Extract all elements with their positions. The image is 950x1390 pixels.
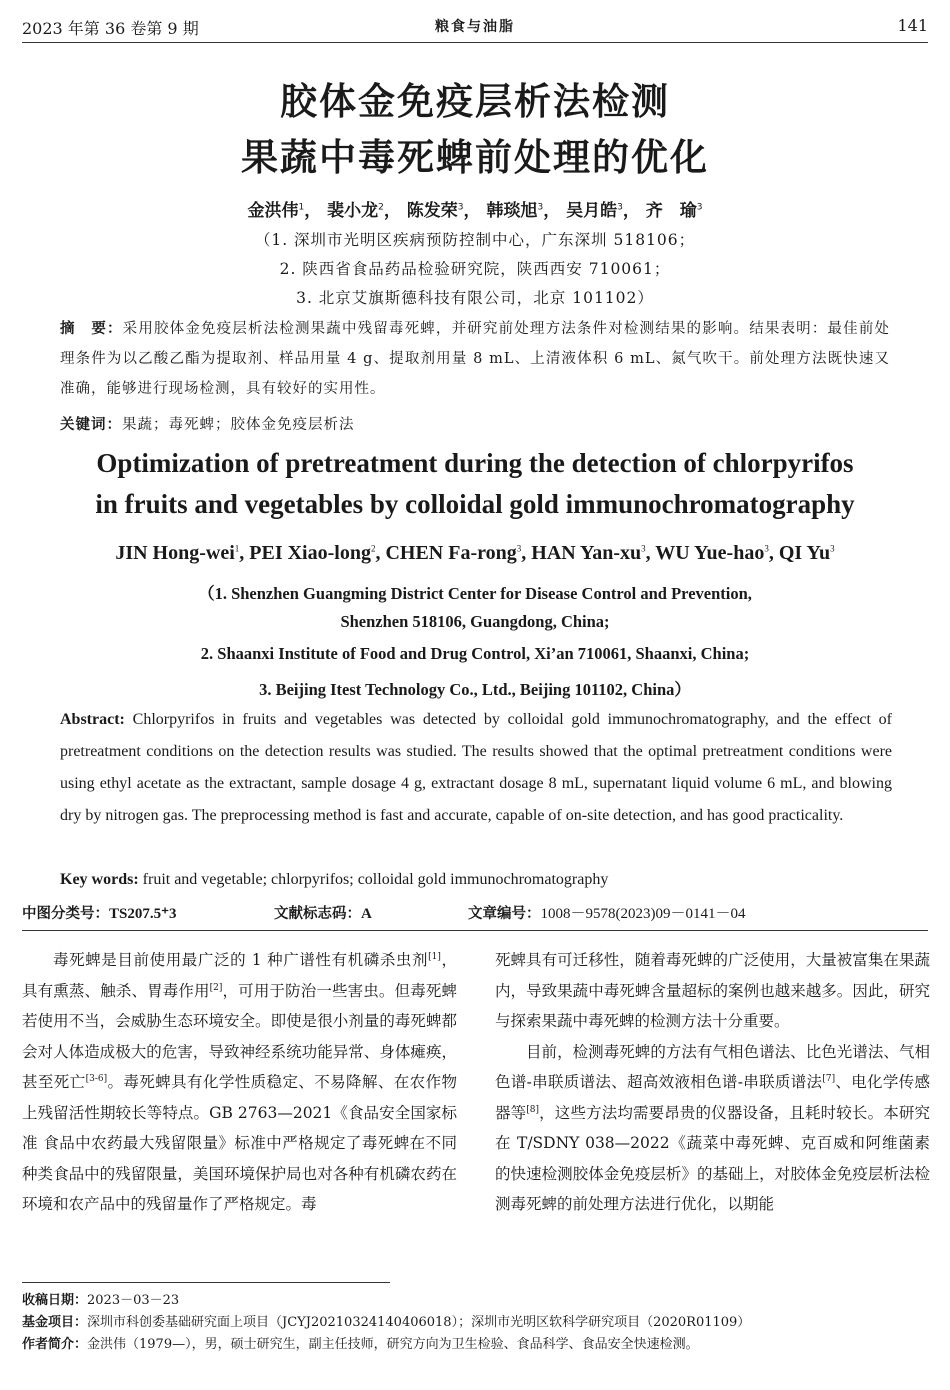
footnote-fund	[22, 1312, 928, 1334]
running-header	[22, 12, 928, 36]
classification-line	[22, 902, 928, 926]
author-en: CHEN Fa-rong	[385, 542, 517, 564]
author-en: QI Yu	[778, 542, 831, 564]
author-bio-value: 金洪伟（1979—），男，硕士研究生，副主任技师，研究方向为卫生检验、食品科学、食品安全快速检测。	[87, 1337, 699, 1352]
issue-info: 2023 年第 36 卷第 9 期	[22, 19, 199, 38]
affiliation-en: Shenzhen 518106, Guangdong, China;	[340, 612, 610, 631]
author-zh: 金洪伟	[247, 201, 299, 221]
keywords-zh-text: 果蔬；毒死蜱；胶体金免疫层析法	[122, 417, 355, 433]
title-zh-line1: 胶体金免疫层析法检测	[280, 80, 670, 123]
citation-ref: [7]	[822, 1073, 836, 1084]
author-zh: 裴小龙	[327, 201, 379, 221]
author-zh: 陈发荣	[406, 201, 458, 221]
citation-ref: [3-6]	[85, 1073, 108, 1084]
received-label: 收稿日期：	[22, 1293, 88, 1308]
author-zh: 齐 瑜	[645, 201, 697, 221]
keywords-en-label: Key words:	[60, 871, 139, 888]
abstract-zh-label: 摘 要：	[60, 321, 123, 337]
article-number	[468, 902, 746, 923]
body-text: 毒死蜱是目前使用最广泛的 1 种广谱性有机磷杀虫剂	[53, 951, 429, 969]
author-en: PEI Xiao-long	[249, 542, 371, 564]
fund-label: 基金项目：	[22, 1315, 88, 1330]
clc-value: TS207.5⁺3	[109, 906, 177, 922]
affiliation-zh: 2. 陕西省食品药品检验研究院，陕西西安 710061；	[279, 260, 671, 278]
doc-value: A	[361, 906, 372, 922]
author-en: WU Yue-hao	[655, 542, 765, 564]
abstract-en-text: Chlorpyrifos in fruits and vegetables was detected by colloidal gold immunochromatography, and the effect of pretreatment conditions on the detection results was studied. The results showed that the optimal pretreatment conditions were using ethyl acetate as the extractant, sample dosage 4 g, extractant dosage 8 mL, supernatant liquid volume 6 mL, and blowing dry by nitrogen gas. The preprocessing method is fast and accurate, capable of on-site detection, and has good practicality.	[60, 711, 893, 824]
body-text: 目前，检测毒死蜱的方法有气相色谱法、比色光谱法、气相色谱-串联质谱法、超高效液相色谱-串联质谱法	[495, 1042, 930, 1091]
affiliation-zh: 3. 北京艾旗斯德科技有限公司，北京 101102）	[296, 289, 654, 307]
affiliation-en: 3. Beijing Itest Technology Co., Ltd., Beijing 101102, China）	[259, 680, 691, 699]
authors-en: JIN Hong-wei$^1$, PEI Xiao-long$^2$, CHEN Fa-rong$^3$, HAN Yan-$xu^3$, WU Yue-hao$^3$, QI Yu$^3$	[115, 542, 835, 564]
body-paragraph	[22, 945, 457, 1220]
footnote-rule	[22, 1282, 390, 1283]
footnote-received	[22, 1290, 928, 1312]
article-label: 文章编号：	[468, 906, 541, 922]
title-zh-line2: 果蔬中毒死蜱前处理的优化	[241, 136, 709, 179]
keywords-zh-label: 关键词：	[60, 417, 122, 433]
keywords-zh	[60, 410, 890, 440]
classification-rule	[22, 930, 928, 931]
header-rule	[22, 42, 928, 43]
body-text: 。毒死蜱具有化学性质稳定、不易降解、在农作物上残留活性期较长等特点。GB 2763—2021《食品安全国家标准 食品中农药最大残留限量》标准中严格规定了毒死蜱在不同种类食品中的残留限量，美国环境保护局也对各种有机磷农药在环境和农产品中的残留量作了严格规定。毒	[22, 1073, 457, 1213]
body-paragraph	[495, 1037, 930, 1220]
body-text: ，可用于防治一些害虫。但毒死蜱若使用不当，会威胁生态环境安全。即使是很小剂量的毒死蜱都会对人体造成极大的危害，导致神经系统功能异常、身体瘫痪，甚至死亡	[22, 981, 457, 1091]
body-left-column	[22, 945, 457, 1220]
affiliation-zh: （1. 深圳市光明区疾病预防控制中心，广东深圳 518106；	[254, 231, 696, 249]
body-text: ，这些方法均需要昂贵的仪器设备，且耗时较长。本研究在 T/SDNY 038—2022《蔬菜中毒死蜱、克百威和阿维菌素的快速检测胶体金免疫层析》的基础上，对胶体金免疫层析法检测毒死蜱的前处理方法进行优化，以期能	[495, 1103, 930, 1213]
affiliation-en: 2. Shaanxi Institute of Food and Drug Control, Xi’an 710061, Shaanxi, China;	[200, 644, 750, 663]
citation-ref: [2]	[209, 982, 223, 993]
authors-zh: 金洪伟$^1$， 裴小龙$^2$， 陈发荣$^3$， 韩琰旭$^3$， 吴月皓$^3$， 齐 瑜$^3$	[247, 201, 703, 221]
abstract-zh	[60, 314, 890, 404]
author-en: JIN Hong-wei	[115, 542, 235, 564]
citation-ref: [8]	[526, 1104, 540, 1115]
fund-value: 深圳市科创委基础研究面上项目（JCYJ20210324140406018）；深圳市光明区软科学研究项目（2020R01109）	[87, 1315, 751, 1330]
clc-code	[22, 902, 177, 923]
body-paragraph: 死蜱具有可迁移性，随着毒死蜱的广泛使用，大量被富集在果蔬内，导致果蔬中毒死蜱含量超标的案例也越来越多。因此，研究与探索果蔬中毒死蜱的检测方法十分重要。	[495, 951, 930, 1030]
doc-code	[274, 902, 372, 923]
title-en-line2: in fruits and vegetables by colloidal gold immunochromatography	[95, 489, 855, 519]
affiliation-en: （1. Shenzhen Guangming District Center for Disease Control and Prevention,	[198, 584, 752, 603]
body-text: ，具有熏蒸、触杀、胃毒作用	[22, 951, 457, 1000]
abstract-en-label: Abstract:	[60, 711, 125, 728]
keywords-en	[60, 864, 892, 896]
abstract-en	[60, 704, 892, 832]
doc-label: 文献标志码：	[274, 906, 361, 922]
footnote-author	[22, 1334, 928, 1356]
author-zh: 韩琰旭	[486, 201, 538, 221]
title-en-line1: Optimization of pretreatment during the detection of chlorpyrifos	[96, 448, 854, 478]
author-zh: 吴月皓	[566, 201, 618, 221]
abstract-zh-text: 采用胶体金免疫层析法检测果蔬中残留毒死蜱，并研究前处理方法条件对检测结果的影响。结果表明：最佳前处理条件为以乙酸乙酯为提取剂、样品用量 4 g、提取剂用量 8 mL、上清液体积 6 mL、氮气吹干。前处理方法既快速又准确，能够进行现场检测，具有较好的实用性。	[60, 321, 890, 397]
keywords-en-text: fruit and vegetable; chlorpyrifos; colloidal gold immunochromatography	[142, 871, 609, 888]
author-en: HAN Yan-xu	[531, 542, 642, 564]
page-number: 141	[897, 16, 928, 35]
clc-label: 中图分类号：	[22, 906, 109, 922]
citation-ref: [1]	[428, 951, 441, 962]
author-bio-label: 作者简介：	[22, 1337, 88, 1352]
article-value: 1008－9578(2023)09－0141－04	[540, 906, 746, 922]
journal-name: 粮食与油脂	[435, 19, 515, 35]
body-text: 、电化学传感器等	[495, 1073, 930, 1122]
body-right-column	[495, 945, 930, 1220]
received-value: 2023－03－23	[87, 1293, 180, 1308]
